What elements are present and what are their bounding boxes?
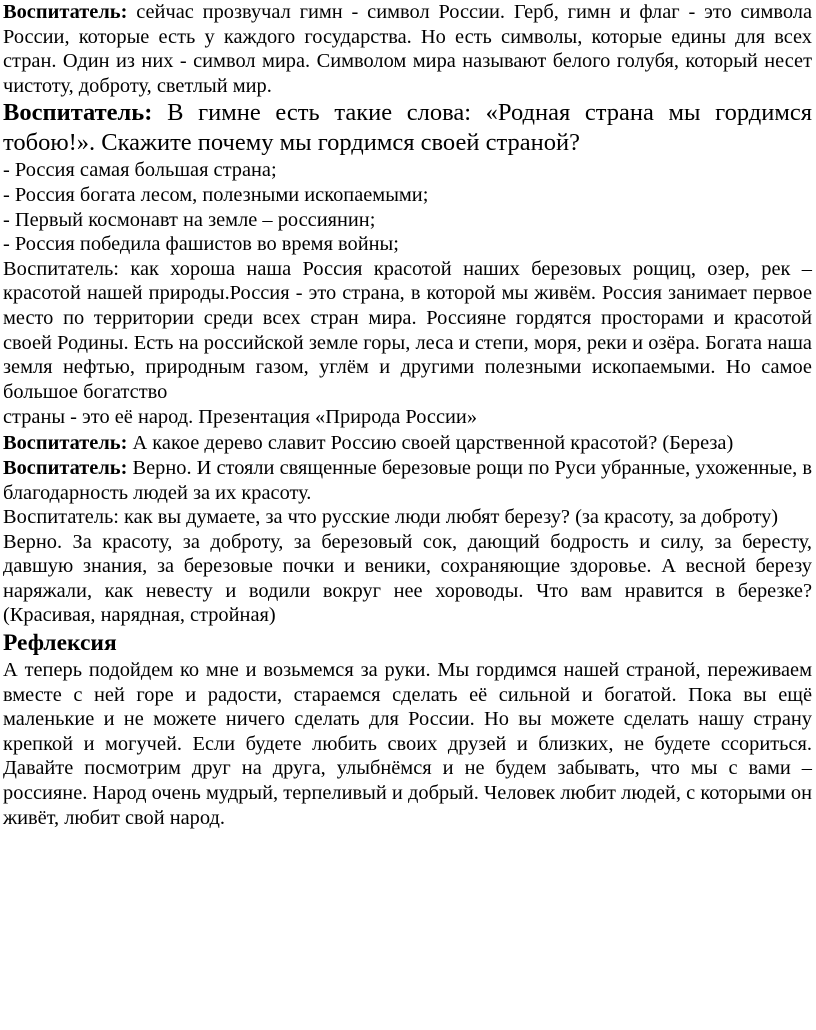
paragraph-text: Верно. И стояли священные березовые рощи по Руси убранные, ухоженные, в благодарность людей за их красоту. (3, 456, 812, 504)
list-item: - Россия победила фашистов во время войны; (3, 233, 399, 256)
speaker-label: Воспитатель: (3, 1, 128, 23)
speaker-label: Воспитатель: (3, 99, 153, 127)
list-item: - Первый космонавт на земле – россиянин; (3, 208, 376, 231)
paragraph-nature-end: страны - это её народ. Презентация «Природа России» (3, 406, 478, 429)
paragraph-nature: Воспитатель: как хороша наша Россия красотой наших березовых рощиц, озер, рек – красотой нашей природы.Россия - это страна, в которой мы живём. Россия занимает первое место по территории среди всех стран мира. Россияне гордятся просторами и красотой своей Родины. Есть на российской земле горы, леса и степи, моря, реки и озёра. Богата наша земля нефтью, природным газом, углём и другими полезными ископаемыми. Но самое большое богатство (3, 257, 812, 403)
paragraph-reflection: А теперь подойдем ко мне и возьмемся за руки. Мы гордимся нашей страной, переживаем вместе с ней горе и радости, стараемся сделать её сильной и богатой. Пока вы ещё маленькие и не можете ничего сделать для России. Но вы можете сделать нашу страну крепкой и могучей. Если будете любить своих друзей и близких, не будете ссориться. Давайте посмотрим друг на друга, улыбнёмся и не будем забывать, что мы с вами – россияне. Народ очень мудрый, терпеливый и добрый. Человек любит людей, с которыми он живёт, любит свой народ. (3, 659, 812, 829)
list-item: - Россия богата лесом, полезными ископаемыми; (3, 183, 429, 206)
paragraph-text: А какое дерево славит Россию своей царственной красотой? (Береза) (132, 432, 734, 455)
paragraph-text: сейчас прозвучал гимн - символ России. Герб, гимн и флаг - это символа России, которые есть у каждого государства. Но есть символы, которые едины для всех стран. Один из них - символ мира. Символом мира называют белого голубя, который несет чистоту, доброту, светлый мир. (3, 1, 812, 97)
speaker-label: Воспитатель: (3, 456, 128, 479)
paragraph-tree (3, 431, 812, 456)
paragraph-groves (3, 456, 812, 505)
paragraph-symbols (3, 0, 812, 98)
section-heading: Рефлексия (3, 630, 117, 657)
list-item: - Россия самая большая страна; (3, 159, 277, 182)
speaker-label: Воспитатель: (3, 432, 128, 455)
paragraph-text: В гимне есть такие слова: «Родная страна мы гордимся тобою!». Скажите почему мы гордимся своей страной? (3, 99, 812, 157)
paragraph-anthem (3, 98, 812, 158)
paragraph-birch: Верно. За красоту, за доброту, за березовый сок, дающий бодрость и силу, за бересту, давшую знания, за березовые почки и веники, сохраняющие здоровье. А весной березу наряжали, как невесту и водили вокруг нее хороводы. Что вам нравится в березке? (Красивая, нарядная, стройная) (3, 530, 812, 627)
paragraph-question: Воспитатель: как вы думаете, за что русские люди любят березу? (за красоту, за доброту) (3, 506, 779, 529)
